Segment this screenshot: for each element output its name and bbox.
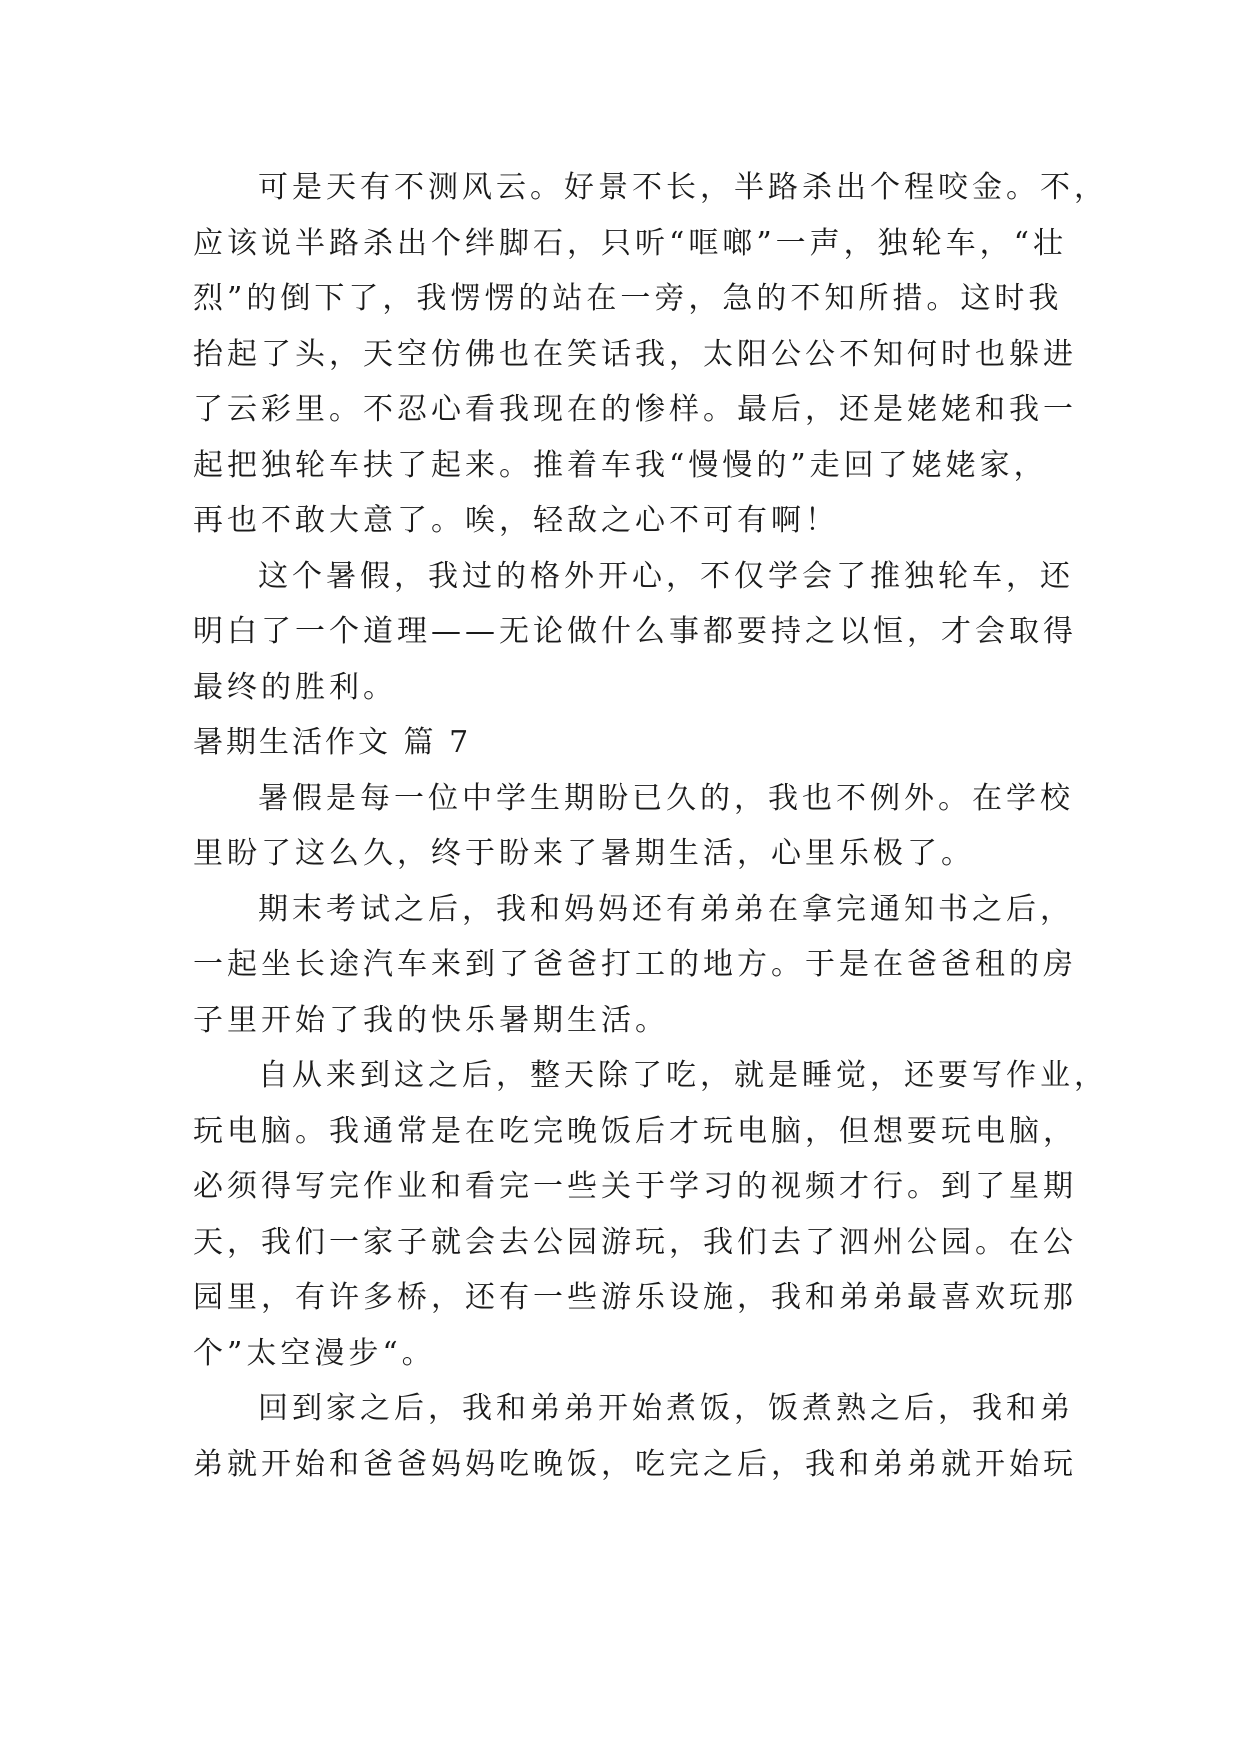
paragraph-line: 起把独轮车扶了起来。推着车我“慢慢的”走回了姥姥家， bbox=[193, 447, 1048, 483]
paragraph-line: 明白了一个道理——无论做什么事都要持之以恒，才会取得 bbox=[193, 614, 1077, 649]
paragraph-line: 里盼了这么久，终于盼来了暑期生活，心里乐极了。 bbox=[193, 836, 975, 871]
paragraph-line: 园里，有许多桥，还有一些游乐设施，我和弟弟最喜欢玩那 bbox=[193, 1280, 1077, 1315]
paragraph-line: 自从来到这之后，整天除了吃，就是睡觉，还要写作业， bbox=[258, 1058, 1108, 1093]
paragraph-line: 再也不敢大意了。唉，轻敌之心不可有啊！ bbox=[193, 503, 839, 538]
paragraph-line: 暑假是每一位中学生期盼已久的，我也不例外。在学校 bbox=[258, 780, 1074, 816]
paragraph-line: 烈”的倒下了，我愣愣的站在一旁，急的不知所措。这时我 bbox=[193, 281, 1063, 316]
paragraph-line: 这个暑假，我过的格外开心，不仅学会了推独轮车，还 bbox=[258, 558, 1074, 594]
paragraph-line: 了云彩里。不忍心看我现在的惨样。最后，还是姥姥和我一 bbox=[193, 392, 1077, 427]
section-heading: 暑期生活作文 篇 7 bbox=[193, 725, 472, 760]
paragraph-line: 个”太空漫步“。 bbox=[193, 1335, 436, 1371]
paragraph-line: 一起坐长途汽车来到了爸爸打工的地方。于是在爸爸租的房 bbox=[193, 947, 1077, 982]
paragraph-line: 玩电脑。我通常是在吃完晚饭后才玩电脑，但想要玩电脑， bbox=[193, 1113, 1077, 1149]
paragraph-line: 期末考试之后，我和妈妈还有弟弟在拿完通知书之后， bbox=[258, 891, 1074, 927]
paragraph-line: 回到家之后，我和弟弟开始煮饭，饭煮熟之后，我和弟 bbox=[258, 1391, 1074, 1426]
paragraph-line: 抬起了头，天空仿佛也在笑话我，太阳公公不知何时也躲进 bbox=[193, 336, 1077, 372]
paragraph-line: 弟就开始和爸爸妈妈吃晚饭，吃完之后，我和弟弟就开始玩 bbox=[193, 1446, 1077, 1482]
paragraph-line: 最终的胜利。 bbox=[193, 669, 397, 705]
document-body bbox=[193, 160, 1108, 1492]
paragraph-line: 子里开始了我的快乐暑期生活。 bbox=[193, 1002, 669, 1038]
paragraph-line: 应该说半路杀出个绊脚石，只听“哐啷”一声，独轮车，“壮 bbox=[193, 225, 1068, 261]
paragraph-line: 天，我们一家子就会去公园游玩，我们去了泗州公园。在公 bbox=[193, 1224, 1077, 1260]
paragraph-line: 必须得写完作业和看完一些关于学习的视频才行。到了星期 bbox=[193, 1169, 1077, 1204]
paragraph-line: 可是天有不测风云。好景不长，半路杀出个程咬金。不， bbox=[258, 170, 1108, 205]
